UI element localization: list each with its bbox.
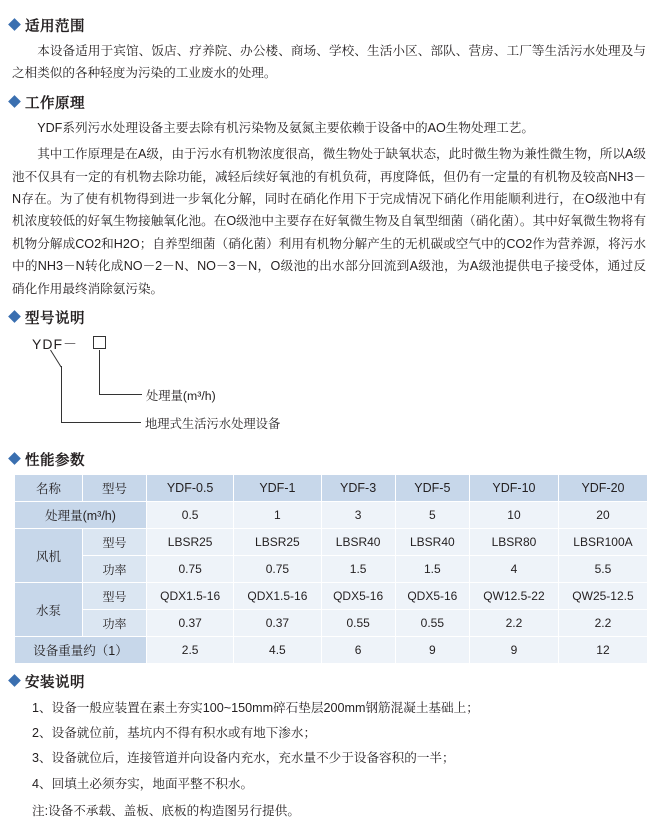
leader-line-horizontal-top bbox=[99, 394, 142, 395]
cell-pump-power-ydf5: 0.55 bbox=[395, 610, 469, 637]
col-header-ydf20: YDF-20 bbox=[558, 475, 647, 502]
table-row bbox=[15, 529, 648, 556]
cell-capacity-ydf05: 0.5 bbox=[147, 502, 234, 529]
model-designation-diagram bbox=[10, 332, 650, 442]
table-row bbox=[15, 637, 648, 664]
cell-pump-model-ydf05: QDX1.5-16 bbox=[147, 583, 234, 610]
cell-fan-power-ydf5: 1.5 bbox=[395, 556, 469, 583]
col-header-ydf3: YDF-3 bbox=[321, 475, 395, 502]
row-sublabel-fan-model: 型号 bbox=[83, 529, 147, 556]
diamond-bullet-icon bbox=[8, 18, 21, 31]
scope-paragraph: 本设备适用于宾馆、饭店、疗养院、办公楼、商场、学校、生活小区、部队、营房、工厂等生活污水处理及与之相类似的各种轻度为污染的工业废水的处理。 bbox=[12, 44, 646, 81]
cell-capacity-ydf20: 20 bbox=[558, 502, 647, 529]
cell-fan-power-ydf10: 4 bbox=[469, 556, 558, 583]
section-header-scope bbox=[10, 15, 650, 36]
cell-fan-model-ydf05: LBSR25 bbox=[147, 529, 234, 556]
cell-weight-ydf10: 9 bbox=[469, 637, 558, 664]
row-sublabel-pump-model: 型号 bbox=[83, 583, 147, 610]
cell-pump-power-ydf1: 0.37 bbox=[234, 610, 321, 637]
section-title-performance: 性能参数 bbox=[25, 453, 85, 470]
cell-weight-ydf1: 4.5 bbox=[234, 637, 321, 664]
cell-fan-model-ydf3: LBSR40 bbox=[321, 529, 395, 556]
list-item: 3、设备就位后，连接管道并向设备内充水，充水量不少于设备容积的一半； bbox=[32, 751, 455, 766]
cell-capacity-ydf5: 5 bbox=[395, 502, 469, 529]
performance-table bbox=[14, 474, 648, 664]
row-label-capacity: 处理量(m³/h) bbox=[15, 502, 147, 529]
leader-line-horizontal-bottom bbox=[61, 422, 141, 423]
diamond-bullet-icon bbox=[8, 95, 21, 108]
section-header-performance bbox=[10, 449, 650, 470]
col-header-ydf10: YDF-10 bbox=[469, 475, 558, 502]
row-label-weight: 设备重量约（1） bbox=[15, 637, 147, 664]
table-header-row bbox=[15, 475, 648, 502]
row-group-label-pump: 水泵 bbox=[15, 583, 83, 637]
cell-pump-power-ydf10: 2.2 bbox=[469, 610, 558, 637]
model-label-equipment: 地理式生活污水处理设备 bbox=[145, 417, 281, 432]
cell-pump-model-ydf10: QW12.5-22 bbox=[469, 583, 558, 610]
row-sublabel-fan-power: 功率 bbox=[83, 556, 147, 583]
diamond-bullet-icon bbox=[8, 452, 21, 465]
row-group-label-fan: 风机 bbox=[15, 529, 83, 583]
leader-line-vertical-bottom bbox=[61, 366, 62, 422]
install-instruction-list bbox=[10, 696, 650, 797]
cell-pump-model-ydf1: QDX1.5-16 bbox=[234, 583, 321, 610]
leader-line-vertical-top bbox=[99, 350, 100, 394]
cell-capacity-ydf10: 10 bbox=[469, 502, 558, 529]
section-title-model: 型号说明 bbox=[25, 311, 85, 328]
principle-paragraph-2: 其中工作原理是在A级，由于污水有机物浓度很高，微生物处于缺氧状态，此时微生物为兼性微生物，所以A级池不仅具有一定的有机物去除功能，减轻后续好氧池的有机负荷，再度降低，但仍有一定量的有机物及较高NH3－N存在。为了使有机物得到进一步氧化分解，同时在硝化作用下于完成情况下硝化作用能顺利进行，在O级池中有机浓度较低的好氧生物接触氧化池。在O级池中主要存在好氧微生物及自氧型细菌（硝化菌）。其中好氧微生物将有机物分解成CO2和H2O；自养型细菌（硝化菌）利用有机物分解产生的无机碳或空气中的CO2作为营养源，将污水中的NH3－N转化成NO－2－N、NO－3－N，O级池的出水部分回流到A级池，为A级池提供电子接受体，通过反硝化作用最终消除氨污染。 bbox=[12, 147, 646, 296]
section-title-principle: 工作原理 bbox=[25, 95, 85, 112]
model-code-prefix: YDF－ bbox=[32, 336, 78, 353]
cell-pump-power-ydf20: 2.2 bbox=[558, 610, 647, 637]
list-item: 1、设备一般应装置在素土夯实100~150mm碎石垫层200mm钢筋混凝土基础上； bbox=[32, 701, 479, 716]
model-label-capacity: 处理量(m³/h) bbox=[146, 389, 216, 404]
cell-pump-power-ydf3: 0.55 bbox=[321, 610, 395, 637]
col-header-ydf5: YDF-5 bbox=[395, 475, 469, 502]
section-header-principle bbox=[10, 92, 650, 113]
cell-fan-power-ydf1: 0.75 bbox=[234, 556, 321, 583]
cell-fan-model-ydf10: LBSR80 bbox=[469, 529, 558, 556]
diamond-bullet-icon bbox=[8, 310, 21, 323]
table-row bbox=[15, 583, 648, 610]
list-item: 4、回填土必须夯实，地面平整不积水。 bbox=[32, 776, 254, 791]
principle-paragraph-1: YDF系列污水处理设备主要去除有机污染物及氨氮主要依赖于设备中的AO生物处理工艺。 bbox=[37, 120, 534, 135]
cell-weight-ydf05: 2.5 bbox=[147, 637, 234, 664]
col-header-model: 型号 bbox=[83, 475, 147, 502]
cell-fan-model-ydf20: LBSR100A bbox=[558, 529, 647, 556]
model-code-placeholder-box bbox=[93, 336, 106, 349]
cell-weight-ydf5: 9 bbox=[395, 637, 469, 664]
col-header-ydf05: YDF-0.5 bbox=[147, 475, 234, 502]
cell-fan-model-ydf1: LBSR25 bbox=[234, 529, 321, 556]
section-title-install: 安装说明 bbox=[25, 675, 85, 692]
cell-pump-power-ydf05: 0.37 bbox=[147, 610, 234, 637]
col-header-name: 名称 bbox=[15, 475, 83, 502]
cell-pump-model-ydf5: QDX5-16 bbox=[395, 583, 469, 610]
diamond-bullet-icon bbox=[8, 674, 21, 687]
cell-capacity-ydf1: 1 bbox=[234, 502, 321, 529]
section-header-model bbox=[10, 307, 650, 328]
cell-fan-power-ydf20: 5.5 bbox=[558, 556, 647, 583]
cell-fan-power-ydf05: 0.75 bbox=[147, 556, 234, 583]
cell-fan-model-ydf5: LBSR40 bbox=[395, 529, 469, 556]
cell-weight-ydf3: 6 bbox=[321, 637, 395, 664]
section-header-install bbox=[10, 671, 650, 692]
cell-weight-ydf20: 12 bbox=[558, 637, 647, 664]
cell-pump-model-ydf3: QDX5-16 bbox=[321, 583, 395, 610]
install-note: 注:设备不承载、盖板、底板的构造图另行提供。 bbox=[32, 803, 300, 818]
row-sublabel-pump-power: 功率 bbox=[83, 610, 147, 637]
table-row bbox=[15, 610, 648, 637]
cell-fan-power-ydf3: 1.5 bbox=[321, 556, 395, 583]
list-item: 2、设备就位前，基坑内不得有积水或有地下渗水； bbox=[32, 726, 317, 741]
table-row bbox=[15, 556, 648, 583]
table-row bbox=[15, 502, 648, 529]
cell-pump-model-ydf20: QW25-12.5 bbox=[558, 583, 647, 610]
col-header-ydf1: YDF-1 bbox=[234, 475, 321, 502]
section-title-scope: 适用范围 bbox=[25, 19, 85, 35]
cell-capacity-ydf3: 3 bbox=[321, 502, 395, 529]
